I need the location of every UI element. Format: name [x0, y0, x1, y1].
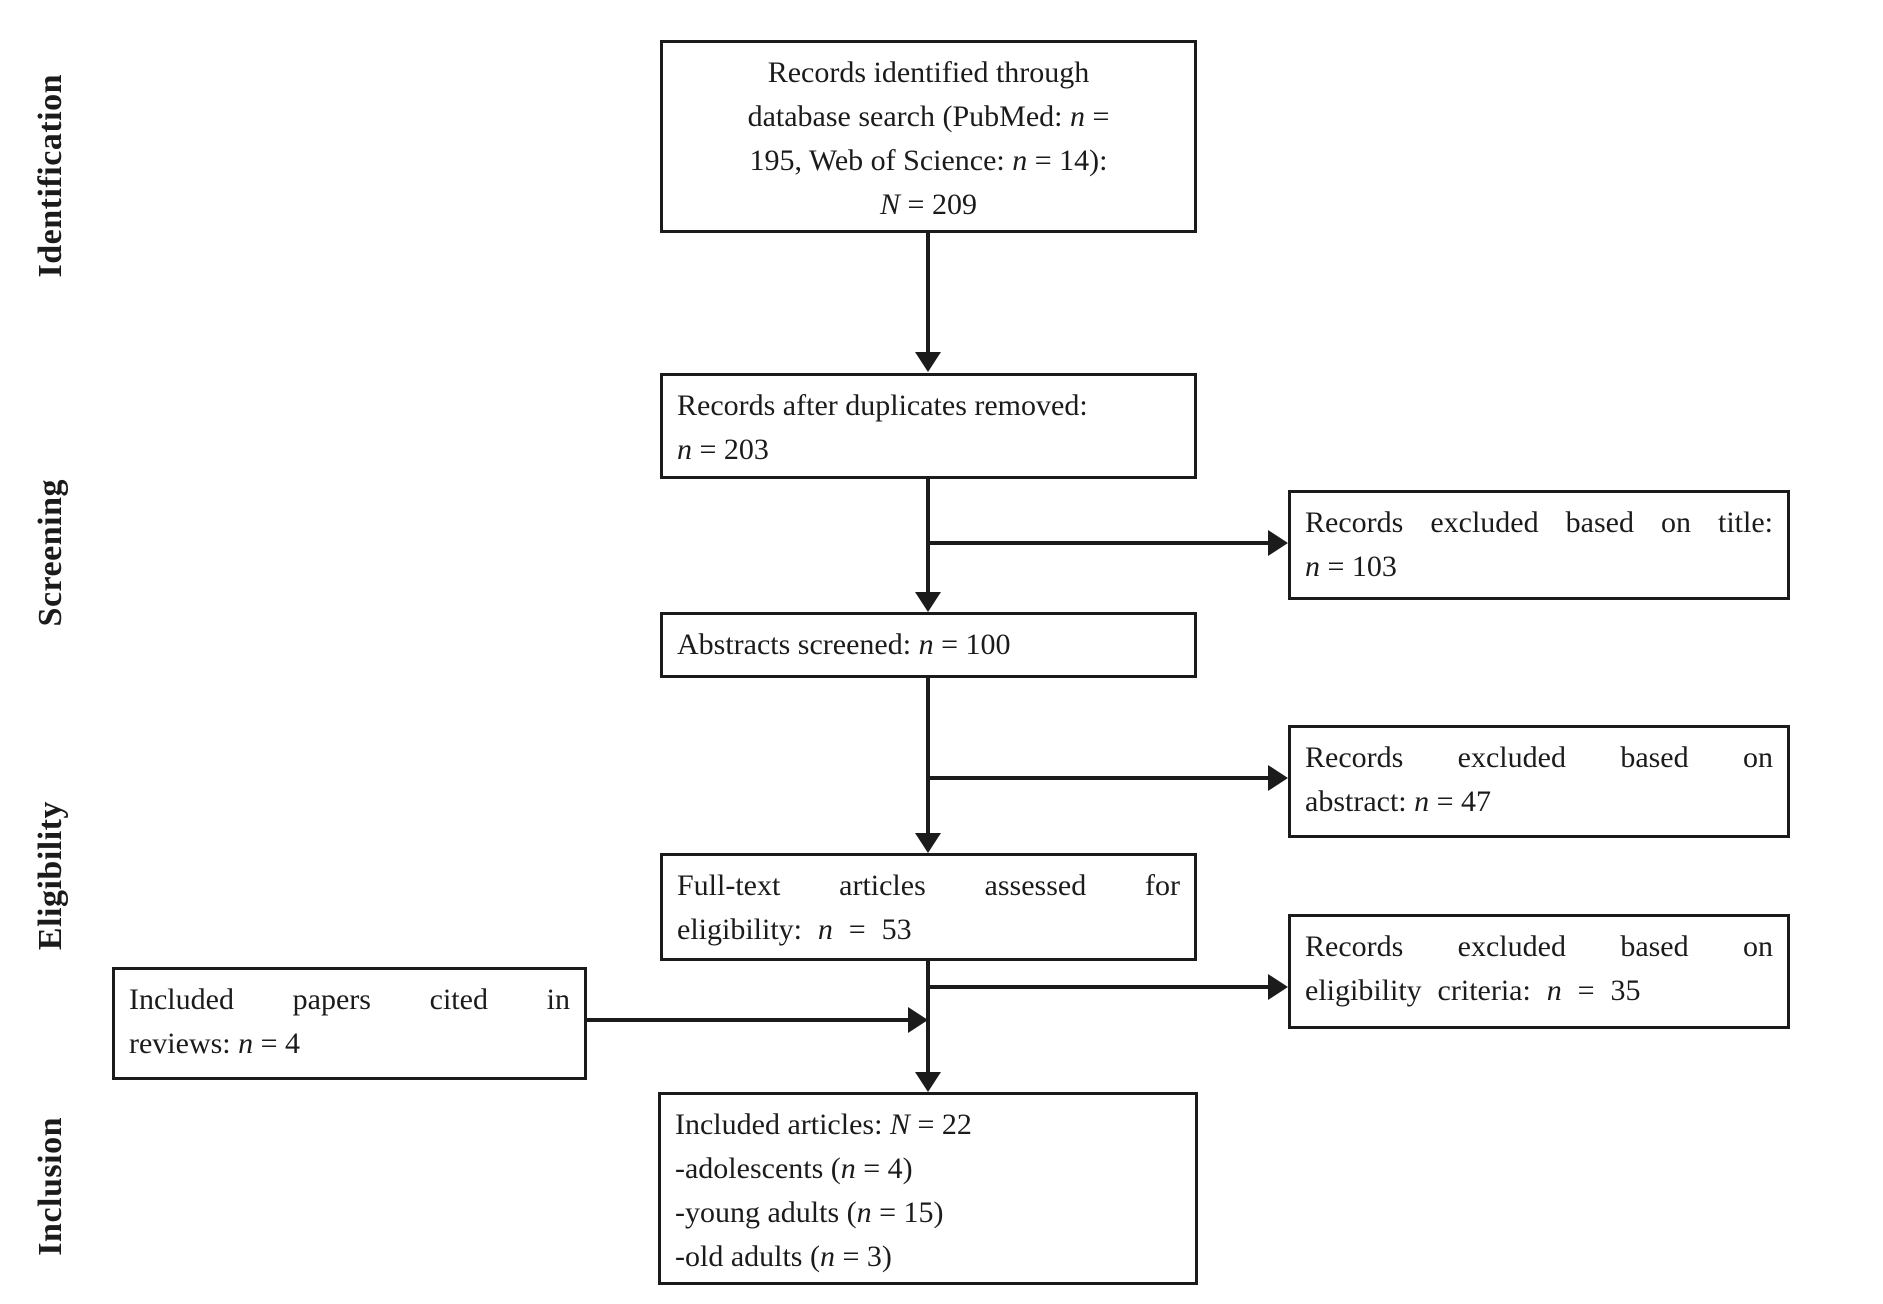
box-included-articles-line-4: -old adults (n = 3): [675, 1240, 892, 1273]
box-duplicates-removed-line-1: Records after duplicates removed:: [677, 389, 1088, 422]
box-excluded-eligibility: [1288, 914, 1790, 1029]
stage-label-screening: [22, 464, 80, 642]
box-fulltext-assessed-line-2: eligibility: n = 53: [677, 913, 912, 946]
box-excluded-title-line-1: Records excluded based on title:: [1305, 506, 1773, 539]
arrow-cited-to-flow-head-icon: [908, 1007, 928, 1033]
box-records-identified-line-1: Records identified through: [767, 56, 1090, 89]
stage-label-inclusion-text: Inclusion: [32, 1116, 69, 1256]
arrow-identified-to-duplicates-head-icon: [915, 352, 941, 372]
box-abstracts-screened: [660, 612, 1197, 678]
stage-label-eligibility-text: Eligibility: [32, 801, 69, 951]
box-excluded-abstract-line-2: abstract: n = 47: [1305, 785, 1492, 818]
arrow-cited-to-flow-line: [585, 1018, 910, 1022]
box-records-identified: [660, 40, 1197, 233]
arrow-duplicates-to-abstracts-line: [926, 478, 930, 594]
stage-label-identification-text: Identification: [32, 73, 69, 278]
box-duplicates-removed: [660, 373, 1197, 479]
box-included-articles-line-3: -young adults (n = 15): [675, 1196, 944, 1229]
box-cited-in-reviews-line-2: reviews: n = 4: [129, 1027, 301, 1060]
box-excluded-title: [1288, 490, 1790, 600]
arrow-duplicates-to-abstracts-head-icon: [915, 592, 941, 612]
box-records-identified-line-2: database search (PubMed: n =: [747, 100, 1110, 133]
arrow-identified-to-duplicates-line: [926, 232, 930, 354]
box-cited-in-reviews-line-1: Included papers cited in: [129, 983, 570, 1016]
arrow-branch-to-excluded-abstract-head-icon: [1268, 765, 1288, 791]
box-excluded-abstract: [1288, 725, 1790, 838]
box-included-articles-line-2: -adolescents (n = 4): [675, 1152, 913, 1185]
arrow-branch-to-excluded-eligibility-line: [928, 985, 1270, 989]
arrow-branch-to-excluded-title-head-icon: [1268, 530, 1288, 556]
arrow-branch-to-excluded-title-line: [928, 541, 1270, 545]
box-records-identified-line-3: 195, Web of Science: n = 14):: [749, 144, 1108, 177]
box-fulltext-assessed: [660, 853, 1197, 961]
arrow-branch-to-excluded-eligibility-head-icon: [1268, 974, 1288, 1000]
box-included-articles-line-1: Included articles: N = 22: [675, 1108, 972, 1141]
box-duplicates-removed-line-2: n = 203: [677, 433, 769, 466]
box-included-articles: [658, 1092, 1198, 1285]
arrow-abstracts-to-fulltext-head-icon: [915, 833, 941, 853]
arrow-fulltext-to-included-head-icon: [915, 1072, 941, 1092]
box-excluded-eligibility-line-2: eligibility criteria: n = 35: [1305, 974, 1641, 1007]
box-excluded-abstract-line-1: Records excluded based on: [1305, 741, 1773, 774]
box-excluded-title-line-2: n = 103: [1305, 550, 1397, 583]
box-cited-in-reviews: [112, 967, 587, 1080]
stage-label-eligibility: [22, 794, 80, 958]
stage-label-screening-text: Screening: [32, 479, 69, 627]
box-fulltext-assessed-line-1: Full-text articles assessed for: [677, 869, 1180, 902]
box-abstracts-screened-line-1: Abstracts screened: n = 100: [677, 628, 1011, 661]
arrow-branch-to-excluded-abstract-line: [928, 776, 1270, 780]
box-excluded-eligibility-line-1: Records excluded based on: [1305, 930, 1773, 963]
arrow-abstracts-to-fulltext-line: [926, 678, 930, 835]
stage-label-inclusion: [22, 1106, 80, 1266]
box-records-identified-line-4: N = 209: [880, 188, 977, 221]
stage-label-identification: [22, 58, 80, 293]
